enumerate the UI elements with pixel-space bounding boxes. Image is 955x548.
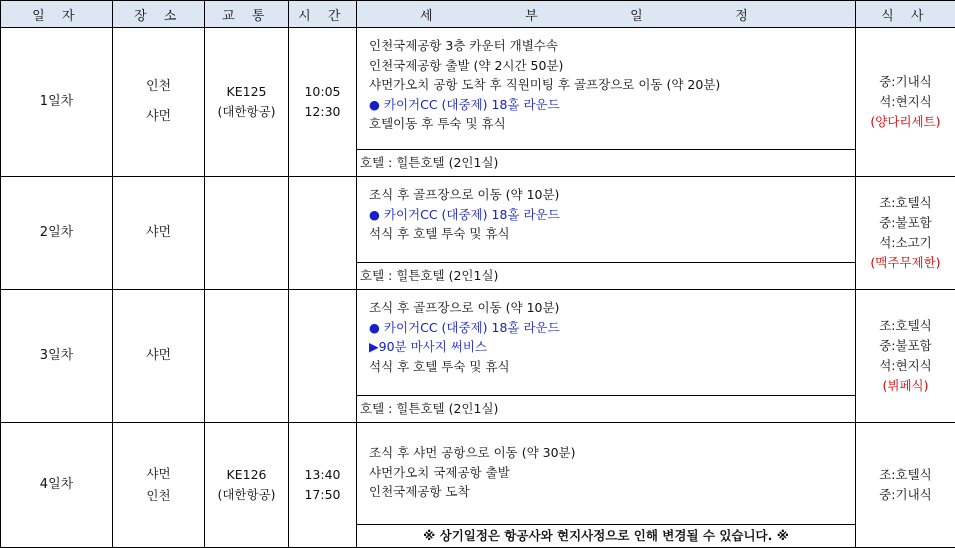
- meal-item: 석:현지식: [856, 92, 955, 112]
- day-row: [1, 290, 955, 423]
- massage-service-item: ▶90분 마사지 써비스: [369, 337, 855, 357]
- golf-round-item: ● 카이거CC (대중제) 18홀 라운드: [369, 205, 855, 225]
- hotel-info: 호텔 : 힐튼호텔 (2인1실): [357, 395, 855, 422]
- flight-number: KE125: [205, 82, 288, 102]
- place-name: 인천: [113, 485, 204, 507]
- meal-item: 중:기내식: [856, 72, 955, 92]
- place-cell: [113, 177, 205, 290]
- meal-note: (뷔페식): [856, 376, 955, 396]
- schedule-list: [357, 28, 855, 134]
- schedule-item: 조식 후 샤먼 공항으로 이동 (약 30분): [369, 443, 855, 463]
- hotel-info: 호텔 : 힐튼호텔 (2인1실): [357, 149, 855, 176]
- place-name: 샤먼: [113, 102, 204, 132]
- golf-round-item: ● 카이거CC (대중제) 18홀 라운드: [369, 95, 855, 115]
- place-name: 샤먼: [113, 341, 204, 371]
- hotel-info: 호텔 : 힐튼호텔 (2인1실): [357, 262, 855, 289]
- schedule-list: [357, 290, 855, 376]
- transport-cell: [205, 177, 289, 290]
- time-cell: [289, 28, 357, 177]
- meal-item: 조:호텔식: [856, 193, 955, 213]
- header-time: 시 간: [289, 1, 357, 28]
- place-name: 샤먼: [113, 463, 204, 485]
- schedule-list: [357, 177, 855, 244]
- schedule-item: 조식 후 골프장으로 이동 (약 10분): [369, 298, 855, 318]
- transport-cell: [205, 290, 289, 423]
- transport-cell: [205, 423, 289, 548]
- time-cell: [289, 290, 357, 423]
- airline-name: (대한항공): [205, 485, 288, 505]
- time-value: 10:05: [289, 82, 356, 102]
- schedule-item: 인천국제공항 도착: [369, 482, 855, 502]
- meal-item: 중:불포함: [856, 213, 955, 233]
- place-cell: [113, 423, 205, 548]
- schedule-cell: [357, 290, 856, 423]
- meal-cell: [856, 290, 955, 423]
- place-name: 샤먼: [113, 218, 204, 248]
- day-label: 3일차: [1, 290, 113, 423]
- schedule-cell: [357, 28, 856, 177]
- schedule-list: [357, 423, 855, 502]
- schedule-item: 석식 후 호텔 투숙 및 휴식: [369, 357, 855, 377]
- golf-round-item: ● 카이거CC (대중제) 18홀 라운드: [369, 318, 855, 338]
- schedule-item: 인천국제공항 3층 카운터 개별수속: [369, 36, 855, 56]
- time-value: 12:30: [289, 102, 356, 122]
- footer-note: ※ 상기일정은 항공사와 현지사정으로 인해 변경될 수 있습니다. ※: [357, 524, 855, 547]
- header-row: [1, 1, 955, 28]
- place-cell: [113, 28, 205, 177]
- meal-cell: [856, 177, 955, 290]
- meal-item: 조:호텔식: [856, 316, 955, 336]
- day-label: 1일차: [1, 28, 113, 177]
- day-label: 2일차: [1, 177, 113, 290]
- meal-note: (맥주무제한): [856, 253, 955, 273]
- time-cell: [289, 177, 357, 290]
- meal-note: (양다리세트): [856, 112, 955, 132]
- header-meal: 식 사: [856, 1, 955, 28]
- schedule-cell: [357, 177, 856, 290]
- time-value: 17:50: [289, 485, 356, 505]
- meal-item: 석:현지식: [856, 356, 955, 376]
- header-schedule: 세 부 일 정: [357, 1, 856, 28]
- header-transport: 교 통: [205, 1, 289, 28]
- meal-cell: [856, 423, 955, 548]
- header-day: 일 자: [1, 1, 113, 28]
- airline-name: (대한항공): [205, 102, 288, 122]
- schedule-item: 호텔이동 후 투숙 및 휴식: [369, 114, 855, 134]
- day-label: 4일차: [1, 423, 113, 548]
- schedule-item: 석식 후 호텔 투숙 및 휴식: [369, 224, 855, 244]
- schedule-item: 샤먼가오치 공항 도착 후 직원미팅 후 골프장으로 이동 (약 20분): [369, 75, 855, 95]
- meal-item: 조:호텔식: [856, 465, 955, 485]
- header-place: 장 소: [113, 1, 205, 28]
- place-cell: [113, 290, 205, 423]
- schedule-item: 인천국제공항 출발 (약 2시간 50분): [369, 56, 855, 76]
- time-value: 13:40: [289, 465, 356, 485]
- schedule-cell: [357, 423, 856, 548]
- meal-item: 중:기내식: [856, 485, 955, 505]
- meal-item: 중:불포함: [856, 336, 955, 356]
- time-cell: [289, 423, 357, 548]
- day-row: [1, 177, 955, 290]
- schedule-item: 샤먼가오치 국제공항 출발: [369, 463, 855, 483]
- day-row: [1, 423, 955, 548]
- transport-cell: [205, 28, 289, 177]
- flight-number: KE126: [205, 465, 288, 485]
- place-name: 인천: [113, 72, 204, 102]
- meal-item: 석:소고기: [856, 233, 955, 253]
- meal-cell: [856, 28, 955, 177]
- day-row: [1, 28, 955, 177]
- schedule-item: 조식 후 골프장으로 이동 (약 10분): [369, 185, 855, 205]
